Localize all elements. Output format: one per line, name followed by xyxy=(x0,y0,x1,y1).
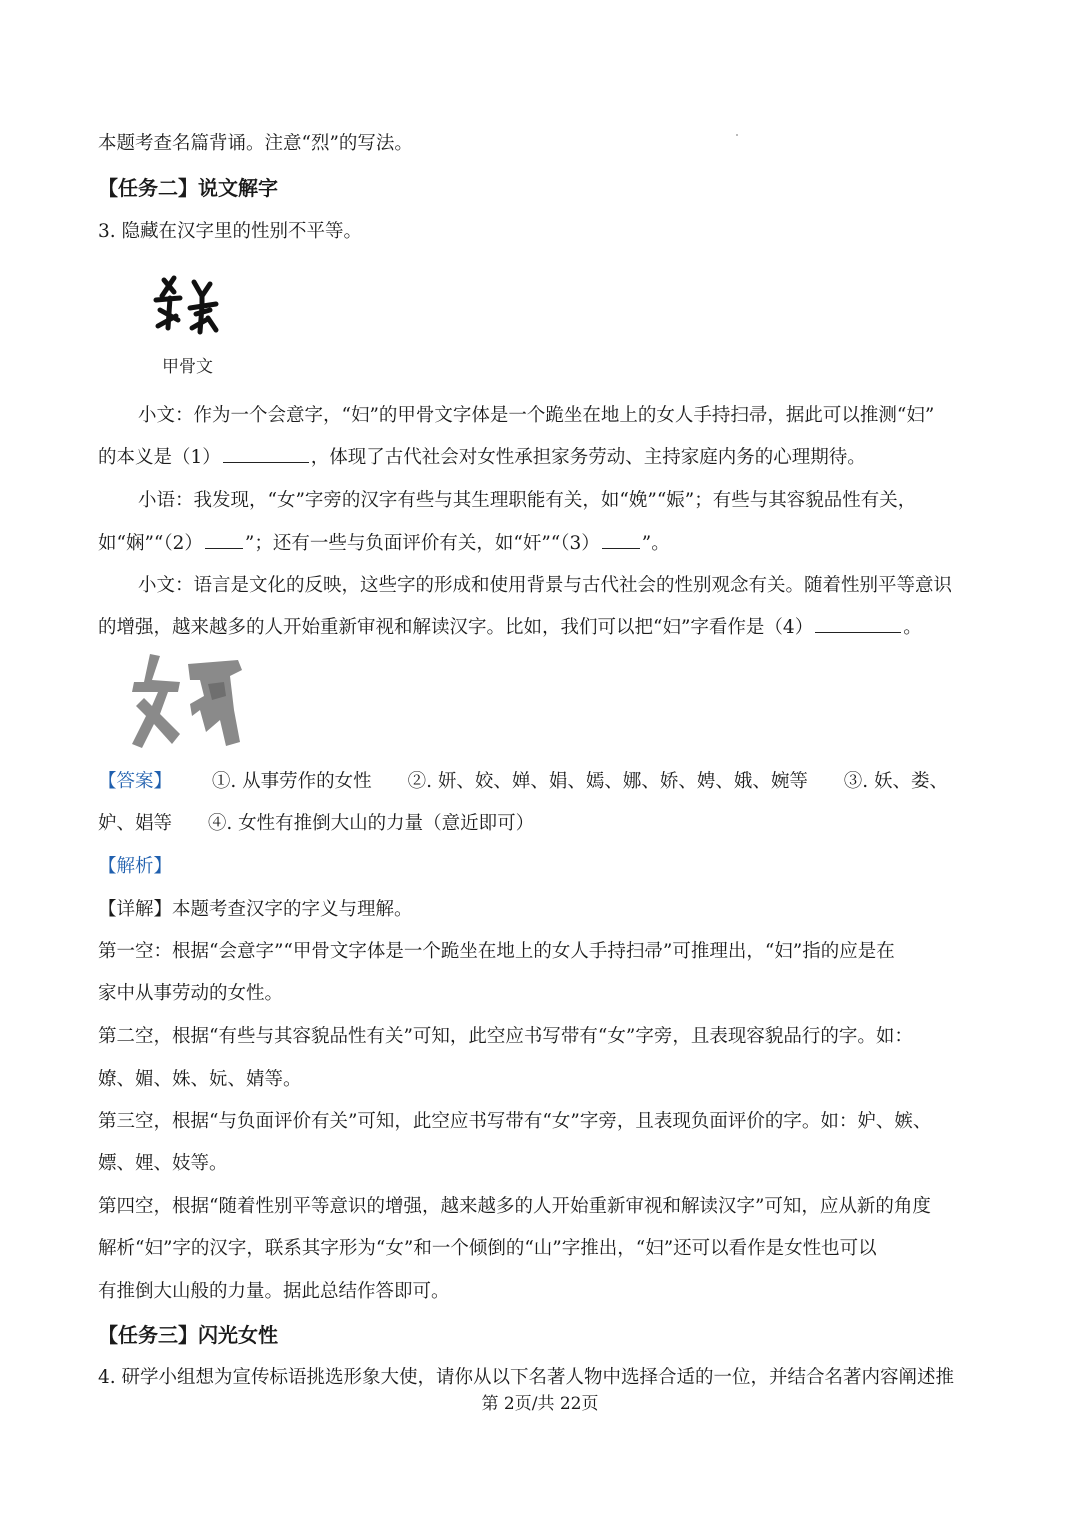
q3-para3-line2 xyxy=(98,614,982,642)
page-footer: 第 2页/共 22页 xyxy=(481,1394,599,1414)
q3-para1-line1: 小文：作为一个会意字，“妇”的甲骨文字体是一个跪坐在地上的女人手持扫帚，据此可以推测“妇” xyxy=(138,405,935,426)
text-fragment: ”；还有一些与负面评价有关，如“奸”“（3） xyxy=(244,533,600,554)
blank4-expl-line3: 有推倒大山般的力量。据此总结作答即可。 xyxy=(98,1281,450,1302)
stylized-fu-character-image xyxy=(130,650,246,756)
q3-stem: 3. 隐藏在汉字里的性别不平等。 xyxy=(98,221,363,242)
answer-item-3-cont: 妒、娼等 xyxy=(98,813,173,834)
task2-heading: 【任务二】说文解字 xyxy=(98,176,278,200)
blank4-expl-line2: 解析“妇”字的汉字，联系其字形为“女”和一个倾倒的“山”字推出，“妇”还可以看作是女性也可以 xyxy=(98,1238,877,1259)
text-fragment: 。 xyxy=(903,617,922,638)
q3-para2-line1: 小语：我发现，“女”字旁的汉字有些与其生理职能有关，如“娩”“娠”；有些与其容貌品性有关， xyxy=(138,490,917,511)
text-fragment: 如“娴”“（2） xyxy=(98,533,203,554)
text-fragment: 的本义是（1） xyxy=(98,447,221,468)
blank2-expl-line2: 嫽、媚、姝、妧、婧等。 xyxy=(98,1069,302,1090)
answer-item-4: ④. 女性有推倒大山的力量（意近即可） xyxy=(207,813,535,834)
oracle-bone-glyph-image xyxy=(150,270,240,346)
blank3-expl-line2: 嫖、娌、妓等。 xyxy=(98,1153,228,1174)
blank2-expl-line1: 第二空，根据“有些与其容貌品性有关”可知，此空应书写带有“女”字旁，且表现容貌品行的字。如： xyxy=(98,1026,913,1047)
blank1-expl-line2: 家中从事劳动的女性。 xyxy=(98,983,284,1004)
q3-para2-line2 xyxy=(98,530,982,558)
task3-heading: 【任务三】闪光女性 xyxy=(98,1323,278,1347)
blank3-expl-line1: 第三空，根据“与负面评价有关”可知，此空应书写带有“女”字旁，且表现负面评价的字。如：妒、嫉、 xyxy=(98,1111,932,1132)
text-fragment: 的增强，越来越多的人开始重新审视和解读汉字。比如，我们可以把“妇”字看作是（4） xyxy=(98,617,814,638)
intro-text: 本题考查名篇背诵。注意“烈”的写法。 xyxy=(98,133,413,154)
detail-text: 【详解】本题考查汉字的字义与理解。 xyxy=(98,899,413,920)
blank1-expl-line1: 第一空：根据“会意字”“甲骨文字体是一个跪坐在地上的女人手持扫帚”可推理出，“妇”指的应是在 xyxy=(98,941,895,962)
answer-item-1: ①. 从事劳作的女性 xyxy=(211,771,372,792)
oracle-caption: 甲骨文 xyxy=(162,357,213,377)
analysis-label: 【解析】 xyxy=(98,856,173,877)
answer-item-3: ③. 妖、娄、 xyxy=(843,771,948,792)
blank-4[interactable] xyxy=(815,614,901,633)
q3-para1-line2 xyxy=(98,444,982,472)
blank4-expl-line1: 第四空，根据“随着性别平等意识的增强，越来越多的人开始重新审视和解读汉字”可知，应从新的角度 xyxy=(98,1196,931,1217)
q3-para3-line1: 小文：语言是文化的反映，这些字的形成和使用背景与古代社会的性别观念有关。随着性别平等意识 xyxy=(138,575,953,596)
q4-stem: 4. 研学小组想为宣传标语挑选形象大使，请你从以下名著人物中选择合适的一位，并结合名著内容阐述推 xyxy=(98,1367,955,1388)
blank-2[interactable] xyxy=(205,530,243,549)
answer-item-2: ②. 妍、姣、婵、娟、嫣、娜、娇、娉、娥、婉等 xyxy=(407,771,808,792)
blank-3[interactable] xyxy=(602,530,640,549)
answer-label: 【答案】 xyxy=(98,771,173,792)
text-fragment: ，体现了古代社会对女性承担家务劳动、主持家庭内务的心理期待。 xyxy=(310,447,866,468)
text-fragment: ”。 xyxy=(641,533,670,554)
blank-1[interactable] xyxy=(223,444,309,463)
answer-line1 xyxy=(98,768,982,796)
answer-line2 xyxy=(98,810,982,838)
